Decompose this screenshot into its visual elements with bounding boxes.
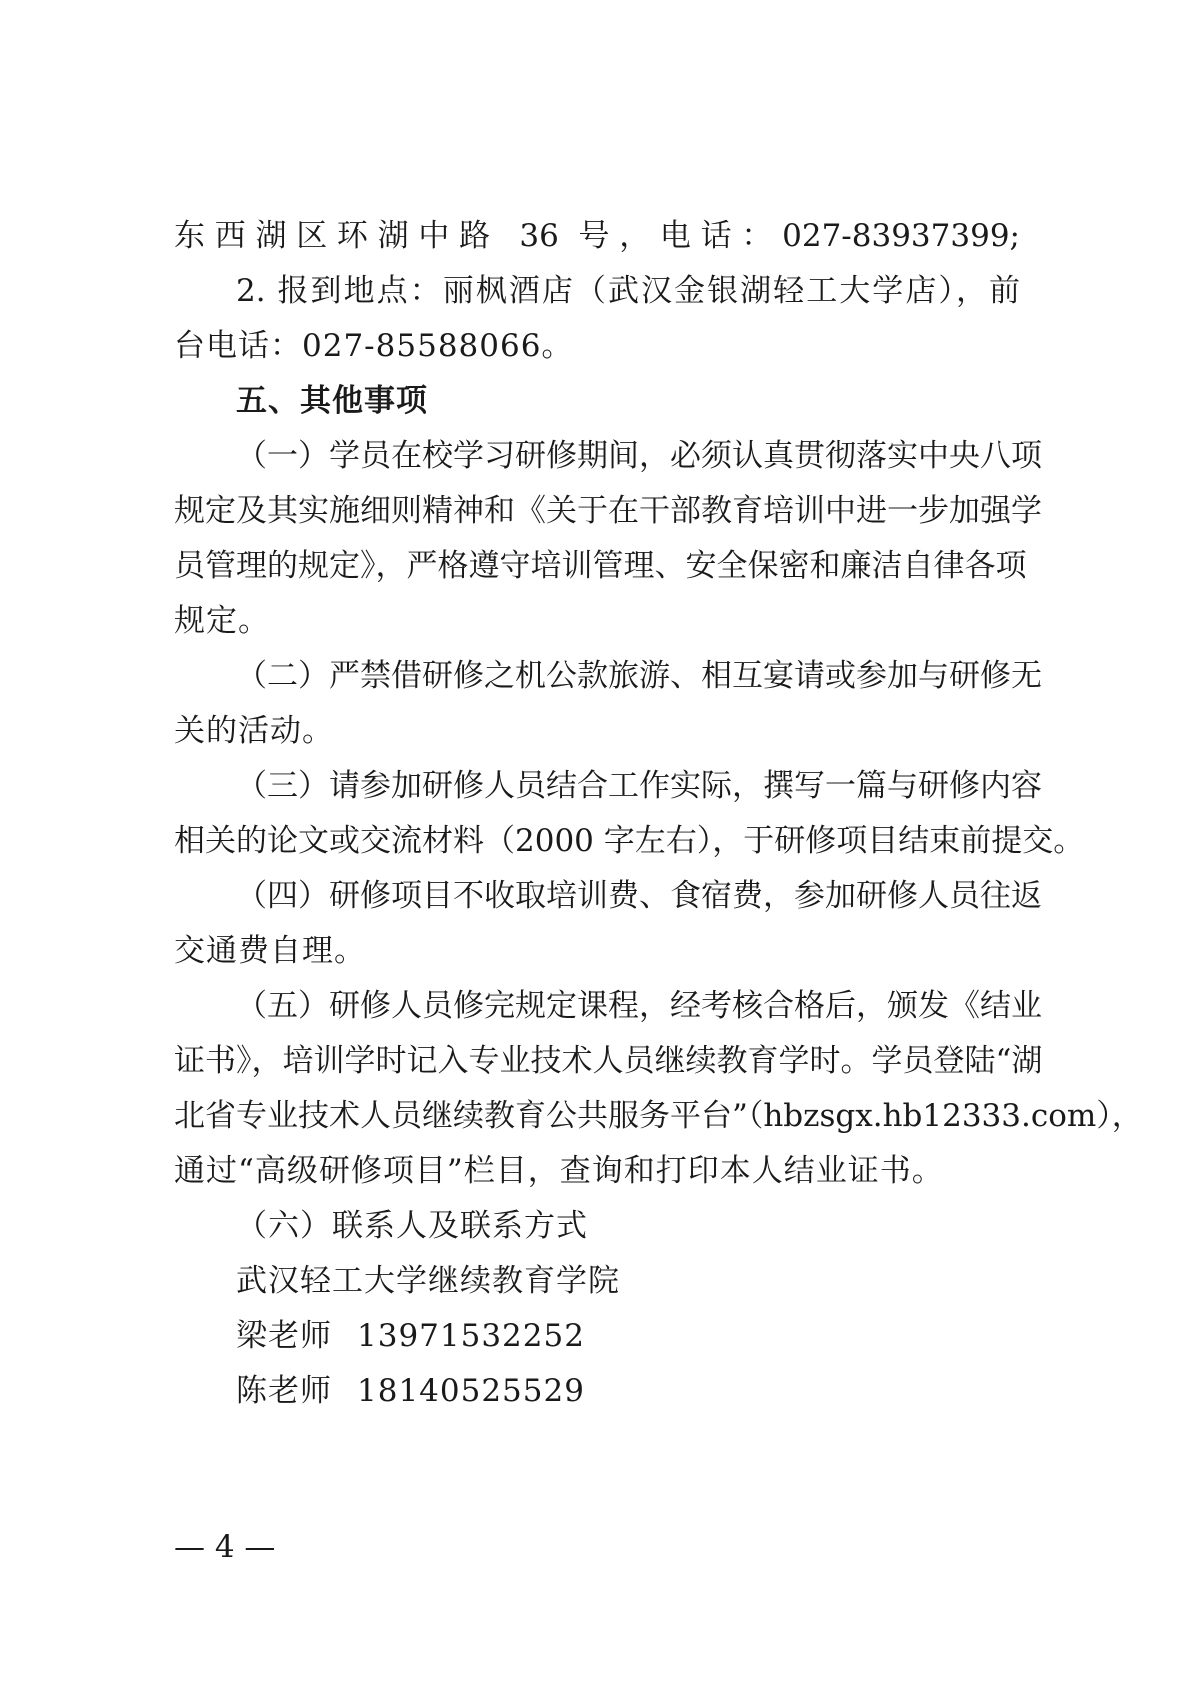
- contact-row: [236, 1371, 585, 1411]
- text-line: 通过“高级研修项目”栏目，查询和打印本人结业证书。: [174, 1153, 944, 1189]
- text-line: 相关的论文或交流材料（2000 字左右），于研修项目结束前提交。: [174, 823, 1085, 859]
- contact-name: 梁老师: [236, 1318, 332, 1354]
- text-line: 交通费自理。: [174, 933, 366, 969]
- text-line: 2. 报到地点：丽枫酒店（武汉金银湖轻工大学店），前: [236, 273, 1020, 309]
- text-line: 台电话：027-85588066。: [174, 328, 574, 364]
- text-line: 规定。: [174, 603, 270, 639]
- contact-phone: 13971532252: [357, 1318, 585, 1354]
- text-line: （三）请参加研修人员结合工作实际，撰写一篇与研修内容: [236, 768, 1042, 804]
- section-heading: 五、其他事项: [236, 383, 428, 419]
- text-line: （一）学员在校学习研修期间，必须认真贯彻落实中央八项: [236, 438, 1042, 474]
- page-number: — 4 —: [174, 1529, 276, 1565]
- text-line: 员管理的规定》，严格遵守培训管理、安全保密和廉洁自律各项: [174, 548, 1027, 584]
- text-line: 北省专业技术人员继续教育公共服务平台”（hbzsgx.hb12333.com），: [174, 1098, 1143, 1134]
- text-line: （四）研修项目不收取培训费、食宿费，参加研修人员往返: [236, 878, 1042, 914]
- contact-name: 陈老师: [236, 1373, 332, 1409]
- text-line: （六）联系人及联系方式: [236, 1208, 588, 1244]
- contact-row: [236, 1316, 585, 1356]
- text-line: 规定及其实施细则精神和《关于在干部教育培训中进一步加强学: [174, 493, 1042, 529]
- text-line: （二）严禁借研修之机公款旅游、相互宴请或参加与研修无: [236, 658, 1042, 694]
- text-line: （五）研修人员修完规定课程，经考核合格后，颁发《结业: [236, 988, 1042, 1024]
- text-line: 关的活动。: [174, 713, 334, 749]
- text-line: 证书》，培训学时记入专业技术人员继续教育学时。学员登陆“湖: [174, 1043, 1043, 1079]
- text-line: 东西湖区环湖中路 36 号，电话：027-83937399;: [174, 218, 1020, 254]
- contact-phone: 18140525529: [357, 1373, 585, 1409]
- contact-organization: 武汉轻工大学继续教育学院: [236, 1263, 620, 1299]
